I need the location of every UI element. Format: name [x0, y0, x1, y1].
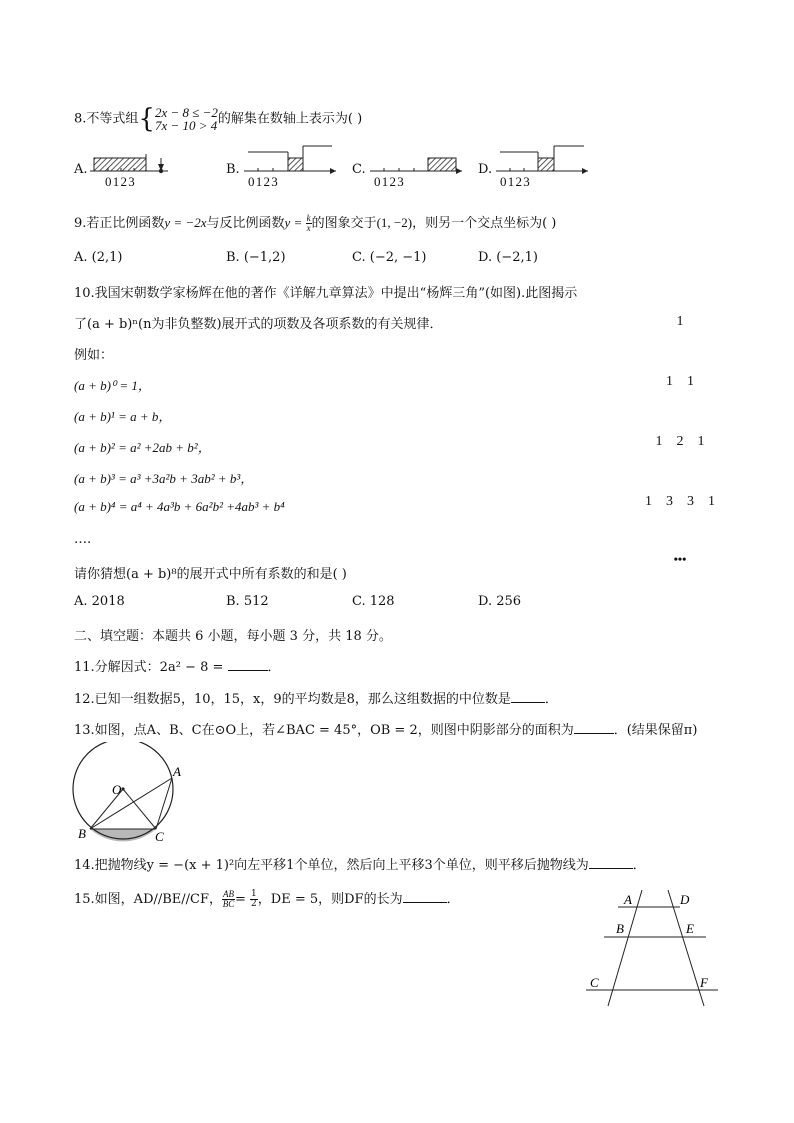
q13-circle-figure — [68, 742, 188, 842]
q12-answer-blank[interactable] — [511, 690, 545, 703]
q10-option-a[interactable]: A. 2018 — [74, 594, 125, 609]
q10-question: 请你猜想(a + b)⁸的展开式中所有系数的和是( ) — [74, 567, 347, 582]
label-f: F — [700, 975, 708, 990]
q10-eq4: (a + b)⁴ = a⁴ + 4a³b + 6a²b² +4ab³ + b⁴ — [74, 499, 285, 514]
label-b: B — [78, 826, 86, 841]
q9-option-b[interactable]: B. (−1,2) — [226, 250, 286, 265]
q8-option-c-ticks: 0 1 2 3 — [374, 174, 404, 189]
label-a: A — [173, 764, 181, 779]
q9-option-c[interactable]: C. (−2, −1) — [352, 250, 427, 265]
q10-example: 例如： — [74, 348, 114, 363]
label-c: C — [155, 829, 164, 842]
section-2-heading: 二、填空题：本题共 6 小题，每小题 3 分，共 18 分。 — [74, 629, 392, 644]
q13-answer-blank[interactable] — [574, 721, 614, 734]
q8-option-d-label[interactable]: D. — [478, 162, 493, 177]
k-over-x-fraction: $\frac{k}{x}$ — [306, 213, 311, 233]
q15-answer-blank[interactable] — [403, 890, 447, 903]
label-e: E — [686, 921, 694, 936]
q15: 15.如图，AD//BE//CF， $\frac{AB}{BC}$ = $\frac{1}{2}$ ，DE = 5，则DF的长为 ． — [74, 889, 460, 909]
label-a: A — [624, 892, 632, 907]
q12: 12.已知一组数据5，10，15，x，9的平均数是8，那么这组数据的中位数是 ． — [74, 692, 558, 707]
transversal-df — [668, 890, 704, 1006]
q10-option-c[interactable]: C. 128 — [352, 594, 395, 609]
q9-stem: 9.若正比例函数y = −2x与反比例函数y = $\frac{k}{x}$ 的图象交于(1, −2)，则另一个交点坐标为( ) — [74, 213, 557, 233]
q11-answer-blank[interactable] — [228, 658, 268, 671]
q10-eq2: (a + b)² = a² +2ab + b²， — [74, 440, 211, 455]
q8-option-b-label[interactable]: B. — [226, 162, 240, 177]
q10-eq1: (a + b)¹ = a + b， — [74, 409, 172, 424]
label-d: D — [680, 892, 690, 907]
hatched-region — [288, 158, 303, 171]
q10-option-b[interactable]: B. 512 — [226, 594, 269, 609]
q15-parallel-lines-figure — [580, 884, 730, 1014]
label-o: O — [112, 782, 122, 797]
label-c: C — [590, 975, 599, 990]
q14: 14.把抛物线y = −(x + 1)²向左平移1个单位，然后向上平移3个单位，则平移后抛物线为 ． — [74, 858, 646, 873]
q13: 13.如图，点A、B、C在⊙O上，若∠BAC = 45°，OB = 2，则图中阴影部分的面积为 ．(结果保留π) — [74, 723, 698, 738]
q8-stem: 8.不等式组{ 2x − 8 ≤ −2 7x − 10 > 4 的解集在数轴上表示为( ) — [74, 104, 363, 134]
q10-option-d[interactable]: D. 256 — [478, 594, 522, 609]
q10-eq3: (a + b)³ = a³ +3a²b + 3ab² + b³， — [74, 471, 254, 486]
q9-option-d[interactable]: D. (−2,1) — [478, 250, 538, 265]
q8-option-d-ticks: 0 1 2 3 — [500, 174, 530, 189]
q10-line1: 10.我国宋朝数学家杨辉在他的著作《详解九章算法》中提出“杨辉三角”(如图).此图揭示 — [74, 286, 578, 301]
one-half-fraction: $\frac{1}{2}$ — [251, 889, 257, 909]
q10-dots: …. — [74, 532, 92, 547]
endpoint-dot — [159, 169, 163, 173]
hatched-region — [94, 158, 146, 171]
triangle-ellipsis: ••• — [673, 552, 687, 566]
hatched-region — [538, 158, 554, 171]
q8-option-c-label[interactable]: C. — [352, 162, 366, 177]
q10-eq0: (a + b)⁰ = 1， — [74, 378, 151, 393]
q14-answer-blank[interactable] — [589, 856, 633, 869]
arrow-icon — [456, 168, 462, 174]
q8-option-a-numberline[interactable] — [86, 150, 191, 192]
q10-line2: 了(a + b)ⁿ(n为非负整数)展开式的项数及各项系数的有关规律． — [74, 317, 443, 332]
q11: 11.分解因式：2a² − 8 = ． — [74, 660, 281, 675]
q9-option-a[interactable]: A. (2,1) — [74, 250, 123, 265]
q8-option-b-ticks: 0 1 2 3 — [248, 174, 278, 189]
arrow-icon — [330, 168, 336, 174]
arrow-icon — [582, 168, 588, 174]
ab-over-bc-fraction: $\frac{AB}{BC}$ — [222, 889, 235, 909]
inequality-system: 2x − 8 ≤ −2 7x − 10 > 4 — [154, 105, 218, 133]
label-b: B — [616, 921, 624, 936]
yanghui-triangle: 1 1 1 1 2 1 1 3 3 1 ••• — [630, 282, 730, 583]
hatched-region — [428, 158, 456, 171]
q8-option-a-label[interactable]: A. — [74, 162, 88, 177]
q8-option-a-ticks: 0 1 2 3 — [105, 174, 135, 189]
